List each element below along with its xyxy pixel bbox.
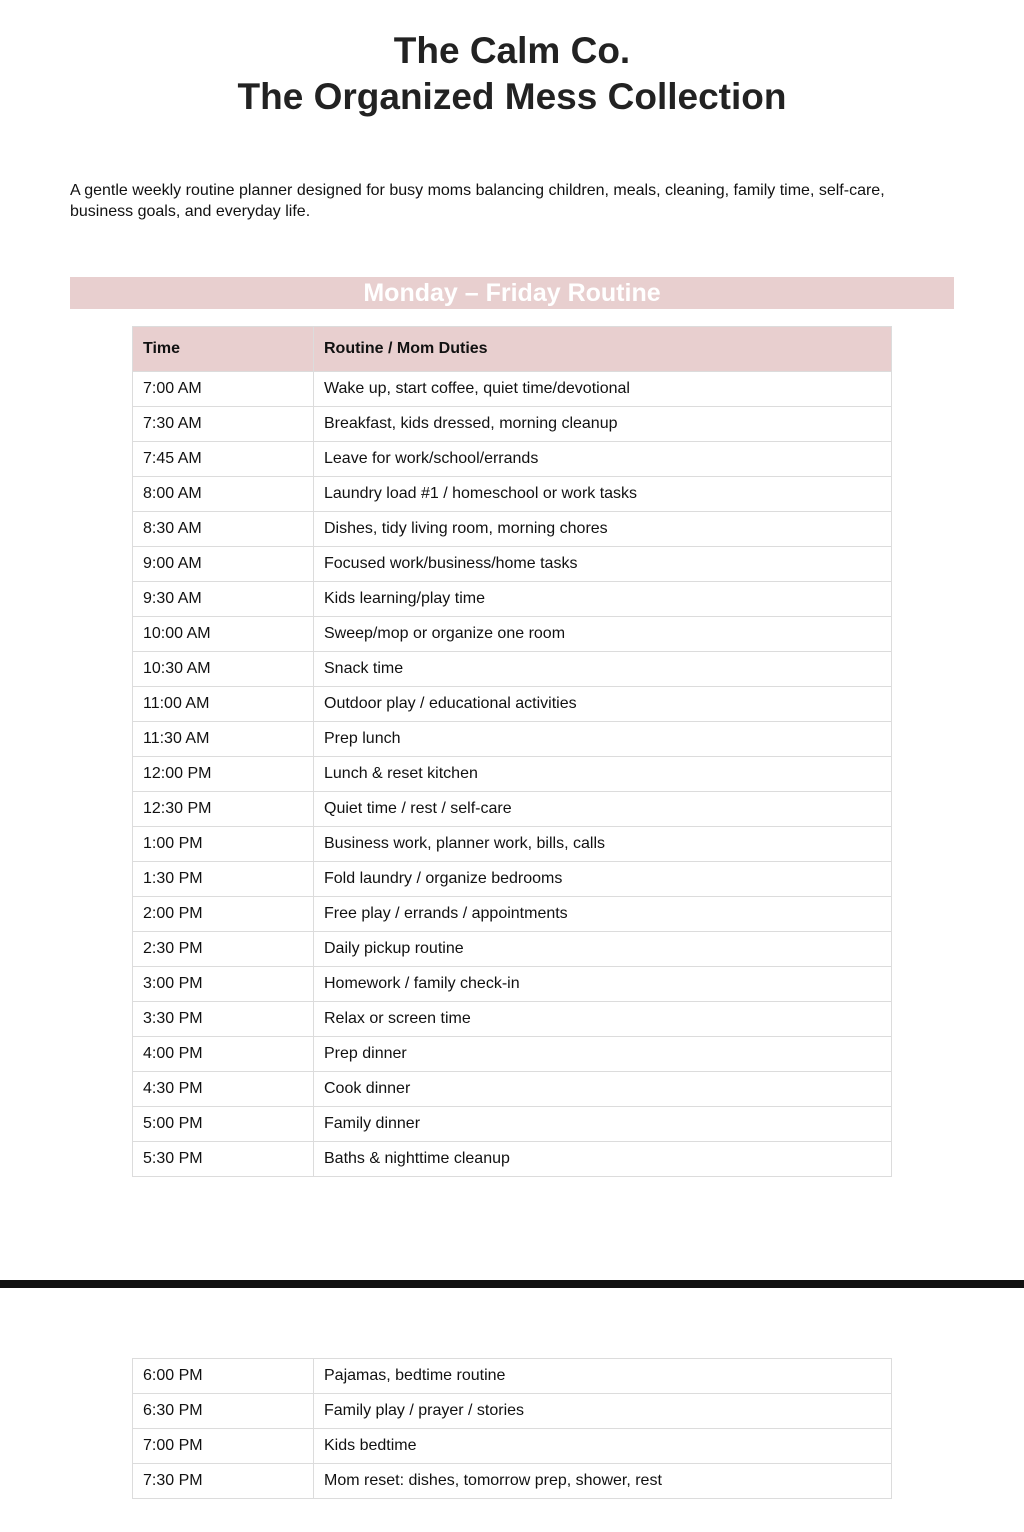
duty-cell: Family dinner [314,1107,892,1142]
duty-cell: Prep dinner [314,1037,892,1072]
table-row [133,722,892,757]
time-cell: 12:30 PM [133,792,314,827]
routine-table-continued [132,1358,892,1499]
duty-cell: Quiet time / rest / self-care [314,792,892,827]
routine-table [132,326,892,1177]
table-row [133,1107,892,1142]
duty-cell: Kids bedtime [314,1429,892,1464]
time-cell: 10:00 AM [133,617,314,652]
time-cell: 2:30 PM [133,932,314,967]
table-row [133,652,892,687]
table-row [133,1359,892,1394]
time-cell: 4:30 PM [133,1072,314,1107]
duty-cell: Business work, planner work, bills, calls [314,827,892,862]
table-row [133,1002,892,1037]
time-cell: 1:30 PM [133,862,314,897]
time-cell: 11:30 AM [133,722,314,757]
table-row [133,1037,892,1072]
section-title: Monday – Friday Routine [363,279,661,307]
table-row [133,1394,892,1429]
table-row [133,407,892,442]
duty-cell: Fold laundry / organize bedrooms [314,862,892,897]
table-row [133,1464,892,1499]
time-cell: 6:00 PM [133,1359,314,1394]
time-cell: 4:00 PM [133,1037,314,1072]
time-cell: 8:30 AM [133,512,314,547]
time-cell: 9:30 AM [133,582,314,617]
table-row [133,967,892,1002]
duty-cell: Pajamas, bedtime routine [314,1359,892,1394]
intro-paragraph: A gentle weekly routine planner designed for busy moms balancing children, meals, cleaning, family time, self-care, business goals, and everyday life. [70,182,885,220]
table-row [133,1142,892,1177]
duty-cell: Lunch & reset kitchen [314,757,892,792]
duty-cell: Breakfast, kids dressed, morning cleanup [314,407,892,442]
table-row [133,547,892,582]
time-column-header: Time [133,327,314,372]
duty-cell: Daily pickup routine [314,932,892,967]
time-cell: 5:00 PM [133,1107,314,1142]
table-row [133,932,892,967]
table-row [133,757,892,792]
table-row [133,617,892,652]
duty-cell: Prep lunch [314,722,892,757]
table-row [133,897,892,932]
time-cell: 7:00 AM [133,372,314,407]
time-cell: 7:45 AM [133,442,314,477]
duty-cell: Focused work/business/home tasks [314,547,892,582]
duty-cell: Family play / prayer / stories [314,1394,892,1429]
time-cell: 7:30 PM [133,1464,314,1499]
table-row [133,372,892,407]
duty-cell: Kids learning/play time [314,582,892,617]
duties-column-header: Routine / Mom Duties [314,327,892,372]
duty-cell: Homework / family check-in [314,967,892,1002]
time-cell: 6:30 PM [133,1394,314,1429]
time-cell: 11:00 AM [133,687,314,722]
table-row [133,442,892,477]
duty-cell: Wake up, start coffee, quiet time/devotional [314,372,892,407]
table-row [133,477,892,512]
time-cell: 5:30 PM [133,1142,314,1177]
table-row [133,512,892,547]
document-title [0,28,1024,120]
time-cell: 8:00 AM [133,477,314,512]
collection-title: The Organized Mess Collection [237,76,787,117]
table-row [133,862,892,897]
time-cell: 1:00 PM [133,827,314,862]
time-cell: 3:30 PM [133,1002,314,1037]
page-separator [0,1280,1024,1288]
time-cell: 9:00 AM [133,547,314,582]
table-row [133,687,892,722]
duty-cell: Outdoor play / educational activities [314,687,892,722]
table-row [133,1429,892,1464]
duty-cell: Cook dinner [314,1072,892,1107]
time-cell: 2:00 PM [133,897,314,932]
time-cell: 7:00 PM [133,1429,314,1464]
duty-cell: Snack time [314,652,892,687]
table-row [133,582,892,617]
duty-cell: Relax or screen time [314,1002,892,1037]
duty-cell: Mom reset: dishes, tomorrow prep, shower, rest [314,1464,892,1499]
time-cell: 10:30 AM [133,652,314,687]
duty-cell: Leave for work/school/errands [314,442,892,477]
time-cell: 12:00 PM [133,757,314,792]
table-header-row [133,327,892,372]
duty-cell: Baths & nighttime cleanup [314,1142,892,1177]
table-row [133,827,892,862]
duty-cell: Sweep/mop or organize one room [314,617,892,652]
table-row [133,792,892,827]
duty-cell: Free play / errands / appointments [314,897,892,932]
duty-cell: Laundry load #1 / homeschool or work tasks [314,477,892,512]
duty-cell: Dishes, tidy living room, morning chores [314,512,892,547]
brand-title: The Calm Co. [393,30,631,71]
table-row [133,1072,892,1107]
time-cell: 7:30 AM [133,407,314,442]
time-cell: 3:00 PM [133,967,314,1002]
section-banner [70,277,954,309]
